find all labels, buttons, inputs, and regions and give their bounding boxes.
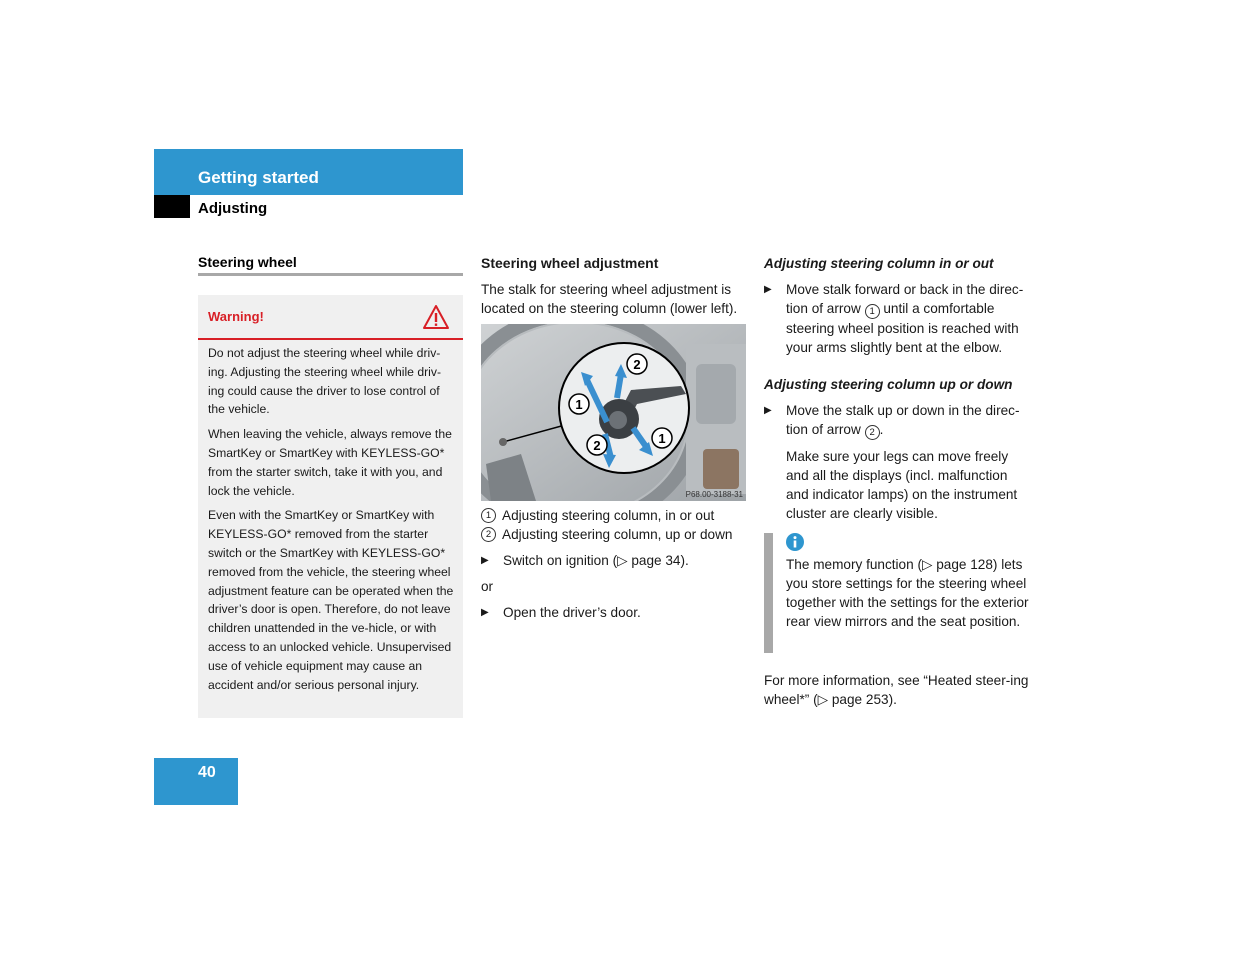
- svg-text:2: 2: [633, 357, 641, 372]
- section-title: Adjusting: [198, 200, 268, 217]
- warning-paragraph: Do not adjust the steering wheel while driv-ing. Adjusting the steering wheel while driv-ing could cause the driver to lose control of the vehicle.: [208, 346, 442, 417]
- legend-number: 2: [481, 527, 496, 542]
- svg-text:1: 1: [575, 397, 583, 412]
- callout-1: [569, 394, 589, 414]
- figure-code: P68.00-3188-31: [685, 490, 743, 499]
- svg-text:1: 1: [658, 431, 666, 446]
- step-text: Move stalk forward or back in the direc-tion of arrow 1 until a comfortable steering wheel position is reached with your arms slightly bent at the elbow.: [786, 282, 1024, 355]
- bullet-arrow-icon: ▶: [764, 284, 772, 295]
- more-info-text: For more information, see “Heated steer-ing wheel*” (▷ page 253).: [764, 673, 1029, 707]
- warning-box: [198, 295, 463, 718]
- step-item: [764, 280, 1032, 357]
- info-text: The memory function (▷ page 128) lets you store settings for the steering wheel together with the settings for the exterior rear view mirrors and the seat position.: [786, 557, 1029, 629]
- bullet-arrow-icon: ▶: [764, 405, 772, 416]
- up-down-heading: Adjusting steering column up or down: [764, 377, 1013, 392]
- warning-triangle-icon: [422, 304, 450, 330]
- adjustment-intro-text: The stalk for steering wheel adjustment is located on the steering column (lower left).: [481, 282, 738, 316]
- legend-number: 1: [481, 508, 496, 523]
- adjustment-intro: [481, 254, 749, 318]
- info-bar: [764, 533, 773, 653]
- steering-wheel-heading: Steering wheel: [198, 254, 297, 270]
- adjustment-steps: [481, 506, 751, 622]
- heading-rule: [198, 273, 463, 276]
- step-item: [764, 401, 1032, 440]
- section-marker: [154, 195, 190, 218]
- or-text: or: [481, 579, 494, 594]
- bullet-arrow-icon: ▶: [481, 555, 489, 566]
- page-number: 40: [198, 764, 216, 781]
- info-box: [764, 533, 1034, 653]
- visibility-note: Make sure your legs can move freely and all the displays (incl. malfunction and indicator lamps) on the instrument cluster are clearly visible.: [786, 449, 1018, 521]
- warning-paragraph: When leaving the vehicle, always remove the SmartKey or SmartKey with KEYLESS-GO* from the starter switch, take it with you, and lock the vehicle.: [208, 427, 452, 498]
- arrow-number: 2: [865, 425, 880, 440]
- adjustment-heading: Steering wheel adjustment: [481, 255, 659, 271]
- warning-label: Warning!: [208, 309, 264, 324]
- step-item: [481, 603, 751, 622]
- step-item: [481, 551, 751, 570]
- legend-item: [481, 525, 751, 544]
- warning-header: [198, 295, 463, 340]
- column-adjustment-instructions: [764, 254, 1032, 523]
- arrow-number: 1: [865, 304, 880, 319]
- steering-stalk-illustration: [481, 324, 746, 501]
- callout-1: [652, 428, 672, 448]
- legend-text: Adjusting steering column, up or down: [502, 527, 733, 542]
- callout-2: [627, 354, 647, 374]
- warning-text: [208, 344, 456, 700]
- info-icon: [786, 533, 804, 551]
- bullet-arrow-icon: ▶: [481, 607, 489, 618]
- chapter-title: Getting started: [198, 168, 319, 187]
- warning-paragraph: Even with the SmartKey or SmartKey with KEYLESS-GO* removed from the starter switch or the SmartKey with KEYLESS-GO* removed from the vehicle, the steering wheel adjustment feature can be operated when the driver’s door is open. Therefore, do not leave children unattended in the ve-hicle, or with access to an unlocked vehicle. Unsupervised use of vehicle equipment may cause an accident and/or serious personal injury.: [208, 508, 454, 692]
- step-text: Move the stalk up or down in the direc-tion of arrow 2 .: [786, 403, 1020, 438]
- callout-2: [587, 435, 607, 455]
- step-text: Switch on ignition (▷ page 34).: [503, 553, 689, 568]
- legend-text: Adjusting steering column, in or out: [502, 508, 715, 523]
- svg-text:2: 2: [593, 438, 601, 453]
- step-text: Open the driver’s door.: [503, 605, 641, 620]
- in-out-heading: Adjusting steering column in or out: [764, 256, 994, 271]
- page-number-box: [154, 758, 238, 805]
- legend-item: [481, 506, 751, 525]
